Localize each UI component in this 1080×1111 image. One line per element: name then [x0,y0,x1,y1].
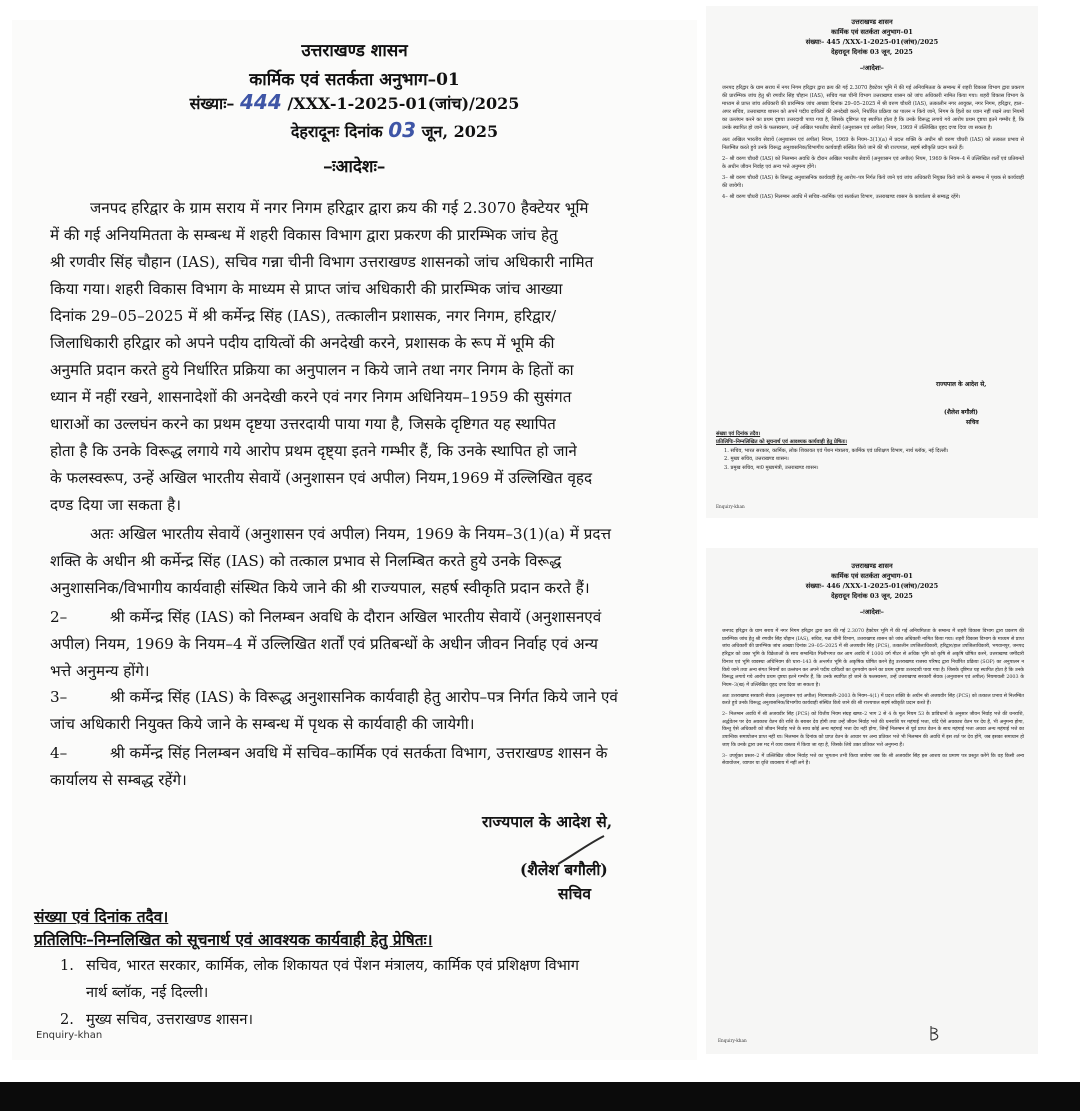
order-paragraph: अतः अखिल भारतीय सेवायें (अनुशासन एवं अपील) नियम, 1969 के नियम–3(1)(a) में प्रदत्त शक्ति के अधीन श्री वरुण चौधरी (IAS) को तत्काल प्रभाव से निलम्बित करते हुये उनके विरूद्ध अनुशासनिक/विभागीय कार्यवाही संस्थित किये जाने की श्री राज्यपाल, सहर्ष स्वीकृति प्रदान करते हैं। [722,136,1024,151]
order-paragraph-1 [50,195,690,519]
para-line: श्री कर्मेन्द्र सिंह निलम्बन अवधि में सचिव–कार्मिक एवं सतर्कता विभाग, उत्तराखण्ड शासन के [110,744,608,762]
para-line: श्री रणवीर सिंह चौहान (IAS), सचिव गन्ना चीनी विभाग उत्तराखण्ड शासनको जांच अधिकारी नामित [50,253,594,271]
order-item-2 [50,604,690,685]
issue-date: देहरादूनः दिनांक 03 जून, 2025 [290,118,499,142]
order-title: –ःआदेशः– [860,64,884,72]
recipient-item: 2. मुख्य सचिव, उत्तराखण्ड शासन। [724,456,789,463]
item-number: 2– [50,608,68,626]
issue-date: देहरादून दिनांक 03 जून, 2025 [831,48,913,56]
govt-heading: उत्तराखण्ड शासन [851,18,893,26]
order-body [722,84,1024,204]
handwritten-ref-number: 444 [240,90,282,114]
authority-line: राज्यपाल के आदेश से, [482,812,613,831]
order-paragraph: अतः उत्तराखण्ड सरकारी सेवक (अनुशासन एवं अपील) नियमावली–2003 के नियम–4(1) में प्रदत्त शक्ति के अधीन श्री अजयवीर सिंह (PCS) को तत्काल प्रभाव से निलम्बित करते हुये उनके विरूद्ध अनुशासनिक/विभागीय कार्यवाही संस्थित किये जाने की श्री राज्यपाल सहर्ष स्वीकृति प्रदान करते हैं। [722,693,1024,707]
item-number: 4– [50,744,68,762]
reference-number: संख्याः– 445 /XXX-1-2025-01(जांच)/2025 [805,38,939,46]
para-line: ध्यान में नहीं रखने, शासनादेशों की अनदेखी करने एवं नगर निगम अधिनियम–1959 की सुसंगत [50,388,572,406]
para-line: जनपद हरिद्वार के ग्राम सराय में नगर निगम हरिद्वार द्वारा क्रय की गई 2.3070 हैक्टेयर भूमि [90,199,589,217]
second-order-document [706,6,1038,518]
authority-line: राज्यपाल के आदेश से, [936,381,987,388]
para-line: में की गई अनियमितता के सम्बन्ध में शहरी विकास विभाग द्वारा प्रकरण की प्रारम्भिक जांच हेतु [50,226,558,244]
para-line: जिलाधिकारी हरिद्वार को अपने पदीय दायित्वों की अनदेखी करने, प्रशासक के रूप में भूमि की [50,334,555,352]
para-line: श्री कर्मेन्द्र सिंह (IAS) के विरूद्ध अनुशासनिक कार्यवाही हेतु आरोप–पत्र निर्गत किये जाने एवं [110,688,618,706]
para-line: श्री कर्मेन्द्र सिंह (IAS) को निलम्बन अवधि के दौरान अखिल भारतीय सेवायें (अनुशासनएवं [110,608,602,626]
order-paragraph: 2– निलम्बन अवधि में श्री अजयवीर सिंह (PCS) को वित्तीय नियम संग्रह खण्ड–2 भाग 2 से 4 के मूल नियम 53 के प्राविधानों के अनुसार जीवन निर्वाह भत्ते की धनराशि, अर्द्धवेतन पर देय अवकाश वेतन की राशि के बराबर देय होगी तथा उन्हें जीवन निर्वाह भत्ते की धनराशि पर महंगाई भत्ता, यदि ऐसे अवकाश वेतन पर देय है, भी अनुमन्य होगा, किन्तु ऐसे अधिकारी को जीवन निर्वाह भत्ते के साथ कोई अन्य महंगाई भत्ता देय नहीं होगा, जिन्हें निलम्बन से पूर्व प्राप्त वेतन के साथ महंगाई भत्ता अथवा अन्य महंगाई भत्ते का उपान्तिक समायोजन प्राप्त नहीं था। निलम्बन के दिनांक को प्राप्त वेतन के आधार पर अन्य प्रतिकर भत्ते भी निलम्बन की अवधि में इस शर्त पर देय होंगे, जब इसका समाधान हो जाए कि उनके द्वारा उस मद में व्यय वास्तव में किया जा रहा है, जिसके लिये उक्त प्रतिकर भत्ते अनुमन्य हैं। [722,712,1024,748]
order-paragraph: जनपद हरिद्वार के ग्राम सराय में नगर निगम हरिद्वार द्वारा क्रय की गई 2.3070 हैक्टेयर भूमि में की गई अनियमितता के सम्बन्ध में शहरी विकास विभाग द्वारा प्रकरण की प्रारम्भिक जांच हेतु श्री रणवीर सिंह चौहान (IAS), सचिव, गन्ना चीनी विभाग, उत्तराखण्ड शासन को जांच अधिकारी नामित किया गया। शहरी विकास विभाग के माध्यम से प्राप्त जांच अधिकारी की प्रारम्भिक जांच आख्या दिनांक 29–05–2025 में श्री अजयवीर सिंह (PCS), तत्कालीन उपजिलाधिकारी, हरिद्वार/हाल उपजिलाधिकारी, भगवानपुर, जनपद हरिद्वार को उक्त भूमि के विक्रेताओं के साथ सम्बन्धित मिलीभगत कर आम अवधि में 1000 वर्ग मीटर से अधिक भूमि को कृषि से अकृषि घोषित करने, उत्तराखण्ड जमींदारी विनाश एवं भूमि व्यवस्था अधिनियम की धारा–143 के अन्तर्गत भूमि के अकृषिक घोषित करने हेतु उत्तराखण्ड राजस्व परिषद द्वारा निर्धारित प्रक्रिया (SOP) का अनुपालन न किये जाने तथा अन्य संगत नियमों का उल्लंघन कर अपने पदीय दायित्वों का दुरुपयोग करने का प्रथम दृष्टया उत्तरदायी पाया गया है। जिसके दृष्टिगत यह स्थापित होता है कि उनके विरूद्ध लगाये गये आरोप प्रथम दृष्टया इतने गम्भीर हैं, कि उनके स्थापित हो जाने के फलस्वरूप, उन्हें उत्तराखण्ड सरकारी सेवक (अनुशासन एवं अपील) नियमावली 2003 के नियम–3(ख) में उल्लिखित वृहद दण्ड दिया जा सकता है। [722,629,1024,688]
issue-date: देहरादून दिनांक 03 जून, 2025 [831,592,913,600]
department-heading: कार्मिक एवं सतर्कता अनुभाग–01 [831,28,913,36]
copy-section [716,430,1026,472]
para-line: के फलस्वरूप, उन्हें अखिल भारतीय सेवायें (अनुशासन एवं अपील) नियम,1969 में उल्लिखित वृहद [50,469,593,487]
copy-reference: संख्या एवं दिनांक तदैव। [34,907,169,926]
order-paragraph-2 [50,521,690,602]
order-paragraph: 3– उपर्युक्त प्रस्तर–2 में उल्लिखित जीवन निर्वाह भत्ते का भुगतान तभी किया जायेगा जब कि श्री अजयवीर सिंह इस आशय का प्रमाण पत्र प्रस्तुत करेंगे कि वह किसी अन्य सेवायोजन, व्यापार या वृत्ति व्यवसाय में नहीं लगे हैं। [722,753,1025,767]
govt-heading: उत्तराखण्ड शासन [301,41,408,61]
para-line: किया गया। शहरी विकास विभाग के माध्यम से प्राप्त जांच अधिकारी की प्रारम्भिक जांच आख्या [50,280,563,298]
para-line: अनुशासनिक/विभागीय कार्यवाही संस्थित किये जाने की श्री राज्यपाल, सहर्ष स्वीकृति प्रदान करते हैं। [50,579,590,597]
order-paragraph: 4– श्री वरुण चौधरी (IAS) निलम्बन अवधि में सचिव–कार्मिक एवं सतर्कता विभाग, उत्तराखण्ड शासन के कार्यालय से सम्बद्ध रहेंगे। [722,194,961,201]
order-title: –ःआदेशः– [860,608,884,616]
department-heading: कार्मिक एवं सतर्कता अनुभाग–01 [831,572,913,580]
reference-number: संख्याः– 444 /XXX-1-2025-01(जांच)/2025 [189,90,520,114]
reference-number: संख्याः– 446 /XXX-1-2025-01(जांच)/2025 [805,582,939,590]
para-line: शक्ति के अधीन श्री कर्मेन्द्र सिंह (IAS) को तत्काल प्रभाव से निलम्बित करते हुये उनके विरूद्ध [50,552,562,570]
para-line: अपील) नियम, 1969 के नियम–4 में उल्लिखित शर्तों एवं प्रतिबन्धों के अधीन जीवन निर्वाह एवं अन्य [50,635,598,653]
copy-to-heading: प्रतिलिपिः–निम्नलिखित को सूचनार्थ एवं आवश्यक कार्यवाही हेतु प्रेषितः। [34,930,433,949]
para-line: धाराओं का उल्लघंन करने का प्रथम दृष्टया उत्तरदायी पाया गया है, जिसके दृष्टिगत यह स्थापित [50,415,556,433]
department-heading: कार्मिक एवं सतर्कता अनुभाग–01 [249,70,460,90]
signatory-name: (शैलेश बगौली) [520,860,608,879]
para-line: दिनांक 29–05–2025 में श्री कर्मेन्द्र सिंह (IAS), तत्कालीन प्रशासक, नगर निगम, हरिद्वार/ [50,307,557,325]
item-number: 3– [50,688,68,706]
signatory-designation: सचिव [558,884,591,903]
para-line: कार्यालय से सम्बद्ध रहेंगे। [50,771,187,789]
order-paragraph: 3– श्री वरुण चौधरी (IAS) के विरूद्ध अनुशासनिक कार्यवाही हेतु आरोप–पत्र निर्गत किये जाने एवं जांच अधिकारी नियुक्त किये जाने के सम्बन्ध में पृथक से कार्यवाही की जायेगी। [722,174,1024,190]
bottom-black-bar [0,1082,1080,1111]
order-paragraph: 2– श्री वरुण चौधरी (IAS) को निलम्बन अवधि के दौरान अखिल भारतीय सेवायें (अनुशासन एवं अपील) नियम, 1969 के नियम–4 में उल्लिखित शर्तों एवं प्रतिबन्धों के अधीन जीवन निर्वाह एवं अन्य भत्ते अनुमन्य होंगे। [722,155,1024,170]
order-item-3 [50,684,690,738]
footer-tag: Enquiry-khan [716,504,745,509]
para-line: होता है कि उनके विरूद्ध लगाये गये आरोप प्रथम दृष्ट्या इतने गम्भीर हैं, कि उनके स्थापित हो जाने [50,442,577,460]
govt-heading: उत्तराखण्ड शासन [851,562,893,570]
order-title: –ःआदेशः– [323,157,386,177]
order-item-4 [50,740,690,794]
third-order-document [706,548,1038,1054]
signatory-designation: सचिव [966,419,979,426]
para-line: अनुमति प्रदान करते हुये निर्धारित प्रक्रिया का अनुपालन न किये जाने तथा नगर निगम के हितों का [50,361,574,379]
copy-to-heading: प्रतिलिपिः–निम्नलिखित को सूचनार्थ एवं आवश्यक कार्यवाही हेतु प्रेषितः। [716,439,847,446]
recipient-item-cont: नार्थ ब्लॉक, नई दिल्ली। [86,984,209,1001]
main-order-document [12,20,697,1060]
order-body [722,628,1024,771]
footer-tag: Enquiry-khan [718,1038,747,1043]
footer-tag: Enquiry-khan [36,1030,103,1041]
para-line: भत्ते अनुमन्य होंगे। [50,662,150,680]
para-line: जांच अधिकारी नियुक्त किये जाने के सम्बन्ध में पृथक से कार्यवाही की जायेगी। [50,715,475,733]
order-paragraph: जनपद हरिद्वार के ग्राम सराय में नगर निगम हरिद्वार द्वारा क्रय की गई 2.3070 हैक्टेयर भूमि में की गई अनियमितता के सम्बन्ध में शहरी विकास विभाग द्वारा प्रकरण की प्रारम्भिक जांच हेतु श्री रणवीर सिंह चौहान (IAS), सचिव गन्ना चीनी विभाग उत्तराखण्ड शासन को जांच अधिकारी नामित किया गया। शहरी विकास विभाग के माध्यम से प्राप्त जांच अधिकारी की प्रारम्भिक जांच आख्या दिनांक 29–05–2025 में श्री वरुण चौधरी (IAS), तत्कालीन नगर आयुक्त, नगर निगम, हरिद्वार, हाल–अपर सचिव, उत्तराखण्ड शासन को अपने पदीय दायित्वों की अनदेखी करने, निर्धारित प्रक्रिया का पालन न किये जाने, निगम के हितों का ध्यान नहीं रखने तथा नियमों का उल्लंघन करने का प्रथम दृष्टया उत्तरदायी पाया गया है, जिसके दृष्टिगत यह स्थापित होता है कि उनके विरूद्ध लगाये गये आरोप प्रथम दृष्टया इतने गम्भीर हैं, कि उनके स्थापित हो जाने के फलस्वरूप, उन्हें अखिल भारतीय सेवायें (अनुशासन एवं अपील) नियम, 1969 में उल्लिखित वृहद दण्ड दिया जा सकता है। [722,85,1024,132]
recipient-item: 3. प्रमुख सचिव, मा0 मुख्यमंत्री, उत्तराखण्ड शासन। [724,464,819,471]
recipient-item: 1. सचिव, भारत सरकार, कार्मिक, लोक शिकायत एवं पेंशन मंत्रालय, कार्मिक एवं प्रशिक्षण विभाग [60,957,579,974]
signatory-name: (शैलेश बगौली) [944,409,978,416]
para-line: अतः अखिल भारतीय सेवायें (अनुशासन एवं अपील) नियम, 1969 के नियम–3(1)(a) में प्रदत्त [90,525,611,543]
para-line: दण्ड दिया जा सकता है। [50,496,181,514]
recipient-list [60,952,690,1033]
recipient-item: 1. सचिव, भारत सरकार, कार्मिक, लोक शिकायत एवं पेंशन मंत्रालय, कार्मिक एवं प्रशिक्षण विभाग, नार्थ ब्लॉक, नई दिल्ली। [724,447,949,454]
recipient-item: 2. मुख्य सचिव, उत्तराखण्ड शासन। [60,1011,254,1028]
handwritten-date: 03 [388,118,417,142]
initial-mark [928,1024,942,1042]
copy-reference: संख्या एवं दिनांक तदैव। [716,431,761,437]
